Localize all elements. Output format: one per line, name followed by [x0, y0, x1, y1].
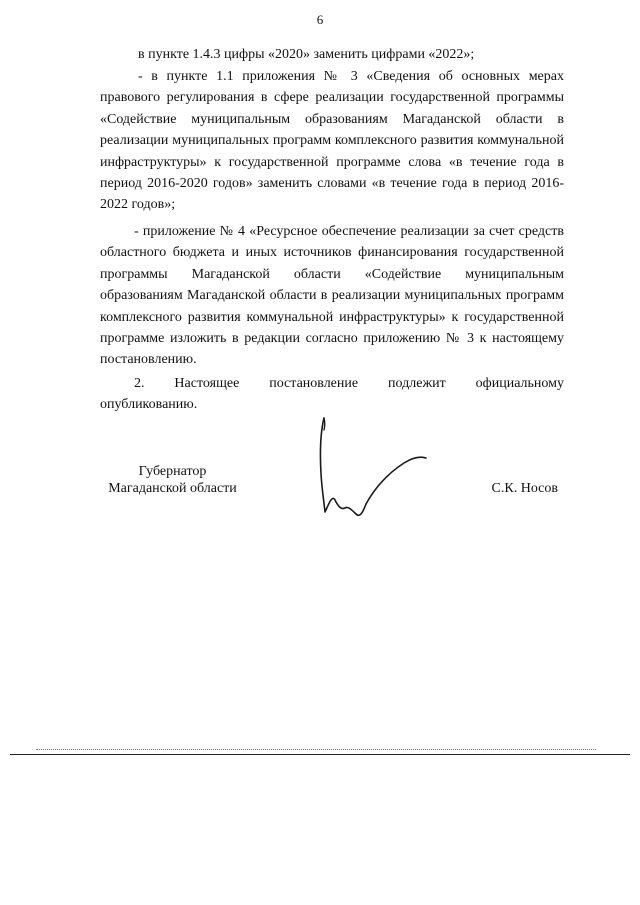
signatory-position: [100, 463, 245, 497]
signatory-position-title: Губернатор: [138, 464, 207, 479]
footer-dotted-rule: [36, 749, 596, 750]
paragraph-publication: [100, 373, 564, 416]
paragraph-amend-appendix-3: - в пункте 1.1 приложения № 3 «Сведения об основных мерах правового регулирования в сфере реализации государственной программы «Содействие муниципальным образованиям Магаданской области в реализации муниципальных программ комплексного развития коммунальной инфраструктуры» к государственной программе слова «в течение года в период 2016-2020 годов» заменить словами «в течение года в период 2016-2022 годов»;: [100, 69, 564, 213]
paragraph-amend-appendix-4: - приложение № 4 «Ресурсное обеспечение реализации за счет средств областного бюджета и иных источников финансирования государственной программы Магаданской области «Содействие муниципальным образованиям Магаданской области в реализации муниципальных программ комплексного развития коммунальной инфраструктуры» к государственной программе изложить в редакции согласно приложению № 3 к настоящему постановлению.: [100, 224, 564, 368]
signatory-position-region: Магаданской области: [108, 481, 237, 496]
handwritten-signature: [308, 412, 438, 524]
publication-line-1: 2. Настоящее постановление подлежит официальному: [134, 376, 564, 391]
footer-rule: [10, 754, 630, 755]
paragraph-amend-clause-1-4-3: в пункте 1.4.3 цифры «2020» заменить цифрами «2022»;: [138, 47, 475, 62]
signatory-name: С.К. Носов: [491, 481, 558, 496]
page-number: 6: [316, 12, 324, 27]
publication-line-2: опубликованию.: [100, 397, 198, 413]
